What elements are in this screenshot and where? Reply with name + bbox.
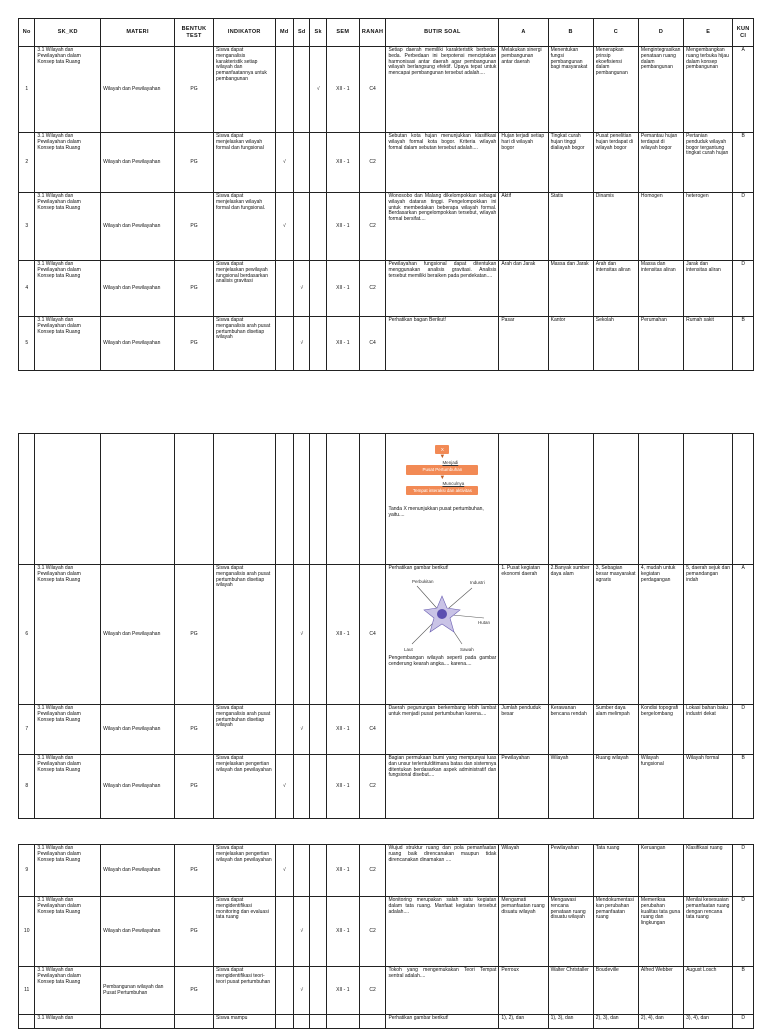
row-sk-level: √: [310, 47, 326, 133]
row-materi: Wilayah dan Pewilayahan: [101, 133, 175, 193]
row-sem: XII - 1: [326, 755, 359, 819]
row-ranah: C2: [359, 845, 386, 897]
flow-box-pusat: Pusat Pertumbuhan: [406, 465, 478, 474]
row-sem: XII - 1: [326, 565, 359, 705]
row-ranah: C4: [359, 565, 386, 705]
row-sk-kd: 3.1 Wilayah dan Pewilayahan dalam Konsep tata Ruang: [35, 845, 101, 897]
row-indikator: Siswa dapat menjelaskan pengertian wilayah dan pewilayahan: [214, 755, 276, 819]
row-ranah: C2: [359, 967, 386, 1015]
row-butir-soal: Bagian permukaan bumi yang mempunyai luas dan unsur terlentu/ditimana batas dan sistemnya ditentukan berdasarkan aspek administratif dan fungsional disebut....: [386, 755, 499, 819]
row-butir-soal: Monitoring merupakan salah satu kegiatan dalam tata ruang. Manfaat kegiatan tersebut adalah....: [386, 897, 499, 967]
table-row: [19, 897, 754, 967]
row-indikator: Siswa dapat mengidentifikasi monitoring dan evaluasi tata ruang: [214, 897, 276, 967]
row-option-c: Sumber daya alam melimpah: [593, 705, 638, 755]
row-bentuk: PG: [175, 967, 214, 1015]
row-md: √: [275, 133, 293, 193]
row-md: [275, 47, 293, 133]
row-indikator: Siswa dapat menjelaskan pengertian wilayah dan pewilayahan: [214, 845, 276, 897]
row-bentuk: PG: [175, 705, 214, 755]
row-md: [275, 317, 293, 371]
row-md: √: [275, 755, 293, 819]
row-option-c: 2), 3), dan: [593, 1015, 638, 1029]
header-d: D: [638, 19, 683, 47]
row-md: √: [275, 193, 293, 261]
row-materi: Wilayah dan Pewilayahan: [101, 193, 175, 261]
row-option-d: Massa dan intensitas aliran: [638, 261, 683, 317]
row-sk-kd: 3.1 Wilayah dan Pewilayahan dalam Konsep tata Ruang: [35, 755, 101, 819]
row-option-b: 2.Banyak sumber daya alam: [548, 565, 593, 705]
row-option-e: August Losch: [684, 967, 733, 1015]
row-indikator: Siswa dapat menganalisis arah pusat pertumbuhan disetiap wilayah: [214, 317, 276, 371]
header-butir-soal: BUTIR SOAL: [386, 19, 499, 47]
header-no: No: [19, 19, 35, 47]
row-indikator: Siswa dapat menganalisis arah pusat pertumbuhan disetiap wilayah: [214, 565, 276, 705]
row-option-d: 4, mudah untuk kegiatan perdagangan: [638, 565, 683, 705]
table-row: [19, 317, 754, 371]
row-md: [275, 261, 293, 317]
row-option-d: Keruangan: [638, 845, 683, 897]
row-materi: [101, 1015, 175, 1029]
row-sk-kd: 3.1 Wilayah dan Pewilayahan dalam Konsep tata Ruang: [35, 193, 101, 261]
row-kunci: D: [733, 1015, 754, 1029]
row-butir-soal: Perhatikan gambar berikut!: [386, 1015, 499, 1029]
row-option-e: Wilayah formal: [684, 755, 733, 819]
row-option-e: Pertanian penduduk wilayah bogor tergantung tingkat curah hujan: [684, 133, 733, 193]
row-no: [19, 1015, 35, 1029]
row-bentuk: PG: [175, 565, 214, 705]
row-option-e: Menilai kesesuaian pemanfaatan ruang dengan rencana tata ruang: [684, 897, 733, 967]
row-sk-kd: 3.1 Wilayah dan Pewilayahan dalam Konsep tata Ruang: [35, 565, 101, 705]
row-materi: Wilayah dan Pewilayahan: [101, 845, 175, 897]
flow-diagram: [388, 435, 496, 518]
row-sk-kd: 3.1 Wilayah dan: [35, 1015, 101, 1029]
header-a: A: [499, 19, 548, 47]
row-indikator: Siswa dapat menjelaskan wilayah formal dan fungsional: [214, 133, 276, 193]
soal-table-3: [18, 844, 754, 1029]
header-sk-kd: SK_KD: [35, 19, 101, 47]
row-sd: [294, 47, 310, 133]
row-sem: XII - 1: [326, 845, 359, 897]
row-butir-soal: Wonosobo dan Malang dikelompokkan sebagai wilayah dataran tinggi. Pengelompokkan ini untuk membedakan beberapa wilayah formal. Berdasarkan pengelompokkan tersebut, wilayah formal bersifat....: [386, 193, 499, 261]
header-sk: Sk: [310, 19, 326, 47]
flow-question: Tanda X menunjukkan pusat pertumbuhan, yaitu....: [388, 505, 484, 518]
row-indikator: Siswa dapat menganalisis karakteristik setiap wilayah dan pemanfaatannya untuk pembangunan: [214, 47, 276, 133]
row-option-d: Kondisi topografi bergelombang: [638, 705, 683, 755]
star-label-sawah: Sawah: [460, 646, 475, 652]
row-option-b: 1), 3), dan: [548, 1015, 593, 1029]
table-row: [19, 705, 754, 755]
row-kunci: B: [733, 967, 754, 1015]
row-butir-soal: Perhatikan bagan Berikut!: [386, 317, 499, 371]
row-ranah: C4: [359, 47, 386, 133]
row-kunci: A: [733, 47, 754, 133]
star-diagram: [392, 574, 492, 654]
row-bentuk: PG: [175, 47, 214, 133]
row-materi: Wilayah dan Pewilayahan: [101, 755, 175, 819]
row-no: 3: [19, 193, 35, 261]
star-label-laut: Laut: [404, 646, 414, 652]
row-no: 7: [19, 705, 35, 755]
table-row-continued: [19, 434, 754, 565]
row-option-c: Pusat penelitian hujan terdapat di wilayah bogor: [593, 133, 638, 193]
row-materi: Wilayah dan Pewilayahan: [101, 317, 175, 371]
flow-arrow: ▼: [439, 454, 446, 461]
row-sem: XII - 1: [326, 261, 359, 317]
row-sem: XII - 1: [326, 133, 359, 193]
row-option-e: Jarak dan intensitas aliran: [684, 261, 733, 317]
row-materi: Pembangunan wilayah dan Pusat Pertumbuhan: [101, 967, 175, 1015]
row-option-c: Menerapkan prinsip ekoefisiensi dalam pembangunan: [593, 47, 638, 133]
row-option-c: Boudeville: [593, 967, 638, 1015]
flow-box-x: X: [435, 445, 449, 454]
row-sem: XII - 1: [326, 897, 359, 967]
row-no: 6: [19, 565, 35, 705]
row-option-b: Massa dan Jarak: [548, 261, 593, 317]
table-header-row: [19, 19, 754, 47]
row-sem: XII - 1: [326, 193, 359, 261]
header-materi: MATERI: [101, 19, 175, 47]
row-no: 4: [19, 261, 35, 317]
row-option-d: 2), 4), dan: [638, 1015, 683, 1029]
row-option-e: Rumah sakit: [684, 317, 733, 371]
header-ranah: RANAH: [359, 19, 386, 47]
row-option-d: Wilayah fungsional: [638, 755, 683, 819]
flow-diagram-cell: [386, 434, 499, 565]
row-butir-soal: Wujud struktur ruang dan pola pemanfaatan ruang baik direncanakan maupun tidak direncanakan dinamakan ....: [386, 845, 499, 897]
row-no: 11: [19, 967, 35, 1015]
row-option-a: Melakukan sinergi pembangunan antar daerah: [499, 47, 548, 133]
row-option-a: 1), 2), dan: [499, 1015, 548, 1029]
row-option-d: Mengintegrasikan penataan ruang dalam pembangunan: [638, 47, 683, 133]
row-option-a: Hujan terjadi setiap hari di wilayah bogor: [499, 133, 548, 193]
header-sd: Sd: [294, 19, 310, 47]
header-sem: SEM: [326, 19, 359, 47]
row-option-b: Tingkat curah hujan tinggi dialiayah bogor: [548, 133, 593, 193]
row-no: 2: [19, 133, 35, 193]
row-option-c: Mendokumentasikan perubahan pemanfaatan ruang: [593, 897, 638, 967]
row-materi: Wilayah dan Pewilayahan: [101, 897, 175, 967]
star-label-perbukitan: Perbukitan: [412, 578, 434, 584]
flow-label-munculnya: Munculnya: [442, 480, 465, 486]
row-sk-kd: 3.1 Wilayah dan Pewilayahan dalam Konsep tata Ruang: [35, 47, 101, 133]
table-row: [19, 133, 754, 193]
row-sk-kd: 3.1 Wilayah dan Pewilayahan dalam Konsep tata Ruang: [35, 261, 101, 317]
row-option-a: Jumlah penduduk besar: [499, 705, 548, 755]
row-kunci: B: [733, 317, 754, 371]
star-label-industri: Industri: [470, 579, 486, 585]
row-kunci: D: [733, 705, 754, 755]
row-sd: √: [294, 565, 310, 705]
row-bentuk: PG: [175, 261, 214, 317]
row-sk-kd: 3.1 Wilayah dan Pewilayahan dalam Konsep tata Ruang: [35, 967, 101, 1015]
row-kunci: D: [733, 261, 754, 317]
row-sd: √: [294, 705, 310, 755]
row-no: 1: [19, 47, 35, 133]
soal-table-1: [18, 18, 754, 371]
row-sk-level: [310, 845, 326, 897]
header-c: C: [593, 19, 638, 47]
row-no: 8: [19, 755, 35, 819]
flow-label-menjadi: Menjadi: [442, 460, 459, 466]
row-md: [275, 967, 293, 1015]
row-option-a: Arah dan Jarak: [499, 261, 548, 317]
row-option-b: Mengawasi rencana penataan ruang disuatu wilayah: [548, 897, 593, 967]
row-bentuk: PG: [175, 897, 214, 967]
row-sk-level: [310, 193, 326, 261]
row-option-e: Klasifikasi ruang: [684, 845, 733, 897]
row-option-b: Kerawanan bencana rendah: [548, 705, 593, 755]
row-sd: [294, 133, 310, 193]
row-sem: XII - 1: [326, 705, 359, 755]
row-sem: XII - 1: [326, 317, 359, 371]
row-md: [275, 705, 293, 755]
row-option-e: 5, daerah sejuk dan pemandangan indah: [684, 565, 733, 705]
row-no: 5: [19, 317, 35, 371]
soal-prompt: Perhatikan gambar berikut!: [388, 565, 449, 571]
row-option-b: Walter Christaller: [548, 967, 593, 1015]
row-butir-soal: Sebutan kota hujan menunjukkan klasifikasi wilayah formal kota bogor. Kriteria wilayah formal dalam sebutan tersebut adalah....: [386, 133, 499, 193]
table-row: [19, 565, 754, 705]
row-bentuk: PG: [175, 845, 214, 897]
row-ranah: C2: [359, 755, 386, 819]
row-materi: Wilayah dan Pewilayahan: [101, 261, 175, 317]
row-indikator: Siswa dapat menjelaskan pewilayah fungsional berdasarkan analisis gravitasi: [214, 261, 276, 317]
header-md: Md: [275, 19, 293, 47]
row-option-a: Perroux: [499, 967, 548, 1015]
row-ranah: C4: [359, 317, 386, 371]
row-option-d: Perumahan: [638, 317, 683, 371]
row-option-b: Wilayah: [548, 755, 593, 819]
row-sk-kd: 3.1 Wilayah dan Pewilayahan dalam Konsep tata Ruang: [35, 133, 101, 193]
row-butir-soal: Setiap daerah memiliki karakteristik berbeda-beda. Perbedaan ini berpotensi menciptakan harmonisasi antar daerah agar pembangunan wilayah berlangsung efektif. Upaya tepat untuk mencapai pembangunan tersebut adalah....: [386, 47, 499, 133]
row-option-b: Kantor: [548, 317, 593, 371]
row-sk-level: [310, 565, 326, 705]
row-ranah: C2: [359, 193, 386, 261]
row-option-a: Pasar: [499, 317, 548, 371]
row-option-a: Wilayah: [499, 845, 548, 897]
row-bentuk: PG: [175, 193, 214, 261]
row-kunci: D: [733, 845, 754, 897]
row-sk-level: [310, 755, 326, 819]
row-sd: [294, 755, 310, 819]
row-option-c: Tata ruang: [593, 845, 638, 897]
row-materi: Wilayah dan Pewilayahan: [101, 47, 175, 133]
row-kunci: A: [733, 565, 754, 705]
row-sd: [294, 845, 310, 897]
row-sk-level: [310, 317, 326, 371]
header-bentuk-test: BENTUK TEST: [175, 19, 214, 47]
row-sk-level: [310, 967, 326, 1015]
row-sem: XII - 1: [326, 47, 359, 133]
header-indikator: INDIKATOR: [214, 19, 276, 47]
row-indikator: Siswa dapat menganalisis arah pusat pertumbuhan disetiap wilayah: [214, 705, 276, 755]
row-option-a: 1. Pusat kegiatan ekonomi daerah: [499, 565, 548, 705]
table-row: [19, 845, 754, 897]
row-option-e: Lokasi bahan baku industri dekat: [684, 705, 733, 755]
row-kunci: D: [733, 193, 754, 261]
row-sk-level: [310, 705, 326, 755]
table-row: [19, 261, 754, 317]
flow-arrow: ▼: [439, 474, 446, 481]
row-bentuk: PG: [175, 133, 214, 193]
row-md: [275, 897, 293, 967]
row-indikator: Siswa dapat menjelaskan wilayah formal dan fungsional.: [214, 193, 276, 261]
soal-tail: Pengembangan wilayah seperti pada gambar cenderung kearah angka.... karena....: [388, 654, 497, 667]
row-md: √: [275, 845, 293, 897]
row-sd: √: [294, 897, 310, 967]
row-option-e: Mengembangkan ruang terbuka hijau dalam konsep pembangunan: [684, 47, 733, 133]
row-option-e: heterogen: [684, 193, 733, 261]
table-row: [19, 47, 754, 133]
row-bentuk: [175, 1015, 214, 1029]
row-bentuk: PG: [175, 317, 214, 371]
row-sk-kd: 3.1 Wilayah dan Pewilayahan dalam Konsep tata Ruang: [35, 317, 101, 371]
row-sd: √: [294, 317, 310, 371]
row-option-b: Menentukan fungsi pembangunan bagi masyarakat: [548, 47, 593, 133]
row-butir-soal: Daerah pegunungan berkembang lebih lambat untuk menjadi pusat pertumbuhan karena....: [386, 705, 499, 755]
row-option-c: Dinamis: [593, 193, 638, 261]
row-no: 9: [19, 845, 35, 897]
row-option-d: Alfred Webber: [638, 967, 683, 1015]
row-sd: √: [294, 967, 310, 1015]
table-row: [19, 193, 754, 261]
row-butir-soal: [386, 565, 499, 705]
row-ranah: C4: [359, 705, 386, 755]
row-option-d: Pemantau hujan terdapat di wilayah bogor: [638, 133, 683, 193]
header-b: B: [548, 19, 593, 47]
star-label-hutan: Hutan: [478, 619, 491, 625]
row-materi: Wilayah dan Pewilayahan: [101, 565, 175, 705]
table-row: [19, 967, 754, 1015]
header-e: E: [684, 19, 733, 47]
row-option-d: Memeriksa perubahan kualitas tata guna ruang dan lingkungan: [638, 897, 683, 967]
table-row: [19, 1015, 754, 1029]
row-option-c: Arah dan intensitas aliran: [593, 261, 638, 317]
flow-box-tempat: Tempat interaksi dan aktivitas: [406, 486, 478, 495]
row-ranah: C2: [359, 897, 386, 967]
row-option-b: Pewilayahan: [548, 845, 593, 897]
row-sk-level: [310, 897, 326, 967]
table-row: [19, 755, 754, 819]
row-sk-kd: 3.1 Wilayah dan Pewilayahan dalam Konsep tata Ruang: [35, 897, 101, 967]
row-ranah: C2: [359, 261, 386, 317]
row-option-a: Aktif: [499, 193, 548, 261]
row-bentuk: PG: [175, 755, 214, 819]
row-option-e: 3), 4), dan: [684, 1015, 733, 1029]
row-kunci: B: [733, 755, 754, 819]
row-option-c: 3, Sebagian besar masyarakat agraris: [593, 565, 638, 705]
row-option-c: Ruang wilayah: [593, 755, 638, 819]
row-sk-level: [310, 261, 326, 317]
row-option-c: Sekolah: [593, 317, 638, 371]
row-butir-soal: Tokoh yang mengemukakan Teori Tempat sentral adalah....: [386, 967, 499, 1015]
row-option-a: Mengamati pemanfaatan ruang disuatu wilayah: [499, 897, 548, 967]
row-kunci: D: [733, 897, 754, 967]
row-option-a: Pewilayahan: [499, 755, 548, 819]
header-kunci: KUNCI: [733, 19, 754, 47]
row-sd: √: [294, 261, 310, 317]
soal-table-2: [18, 433, 754, 819]
row-indikator: Siswa dapat mengidentifikasi teori-teori pusat pertumbuhan: [214, 967, 276, 1015]
row-kunci: B: [733, 133, 754, 193]
row-sk-kd: 3.1 Wilayah dan Pewilayahan dalam Konsep tata Ruang: [35, 705, 101, 755]
row-sem: XII - 1: [326, 967, 359, 1015]
row-option-d: Homogen: [638, 193, 683, 261]
row-materi: Wilayah dan Pewilayahan: [101, 705, 175, 755]
row-md: [275, 565, 293, 705]
row-no: 10: [19, 897, 35, 967]
row-sk-level: [310, 133, 326, 193]
row-option-b: Statis: [548, 193, 593, 261]
row-indikator: Siswa mampu: [214, 1015, 276, 1029]
row-sd: [294, 193, 310, 261]
row-ranah: C2: [359, 133, 386, 193]
row-butir-soal: Pewilayahan fungsional dapat ditentukan menggunakan analisis gravitasi. Analisis tersebut memiliki beraiken pada pendekatan....: [386, 261, 499, 317]
